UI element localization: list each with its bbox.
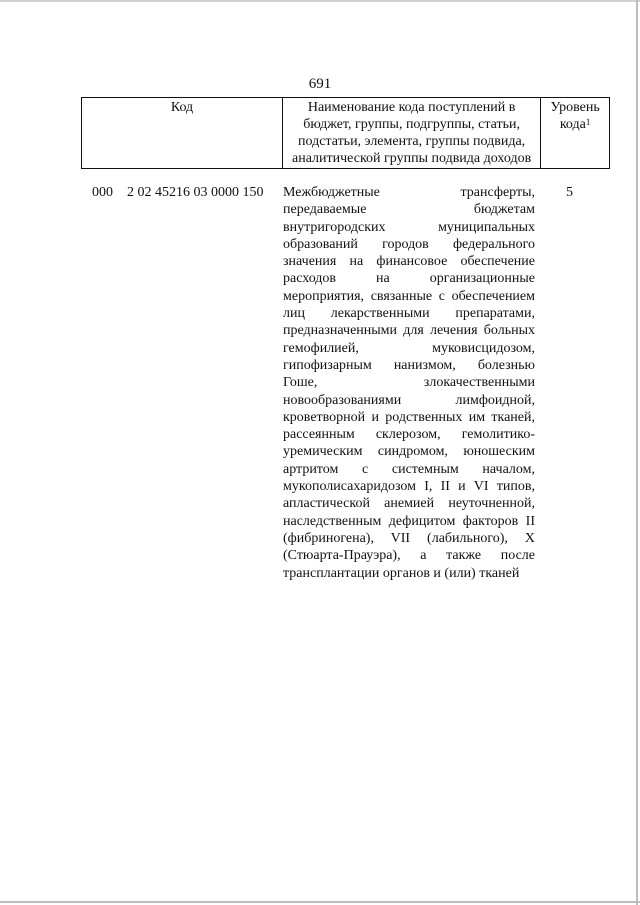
column-header-name-label: Наименование кода поступлений в бюджет, группы, подгруппы, статьи, подстатьи, элемента, группы подвида, аналитической группы подвида доходов <box>292 100 532 166</box>
income-name-cell: Межбюджетные трансферты, передаваемые бюджетам внутригородских муниципальных образований городов федерального значения на финансовое обеспечение расходов на организационные мероприятия, связанные с обеспечением лиц лекарственными препаратами, предназначенными для лечения больных гемофилией, муковисцидозом, гипофизарным нанизмом, болезнью Гоше, злокачественными новообразованиями лимфоидной, кроветворной и родственных им тканей, рассеянным склерозом, гемолитико-уремическим синдромом, юношеским артритом с системным началом, мукополисахаридозом I, II и VI типов, апластической анемией неуточненной, наследственным дефицитом факторов II (фибриногена), VII (лабильного), X (Стюарта-Прауэра), а также после трансплантации органов и (или) тканей <box>283 185 535 581</box>
table-header-row <box>82 98 610 169</box>
footnote-marker: 1 <box>585 117 591 127</box>
code-level-cell: 5 <box>566 185 573 200</box>
page-edge-top <box>0 0 640 2</box>
income-code-cell: 2 02 45216 03 0000 150 <box>127 185 264 200</box>
column-header-code-label: Код <box>170 100 194 115</box>
table-header <box>81 97 610 169</box>
column-header-code <box>82 98 283 169</box>
page-number: 691 <box>308 76 332 92</box>
admin-code-cell: 000 <box>92 185 113 200</box>
page-edge-bottom <box>0 901 640 903</box>
column-header-name <box>283 98 541 169</box>
page-edge-right <box>636 0 638 905</box>
column-header-level-label: Уровень кода <box>550 100 600 132</box>
column-header-level <box>541 98 610 169</box>
